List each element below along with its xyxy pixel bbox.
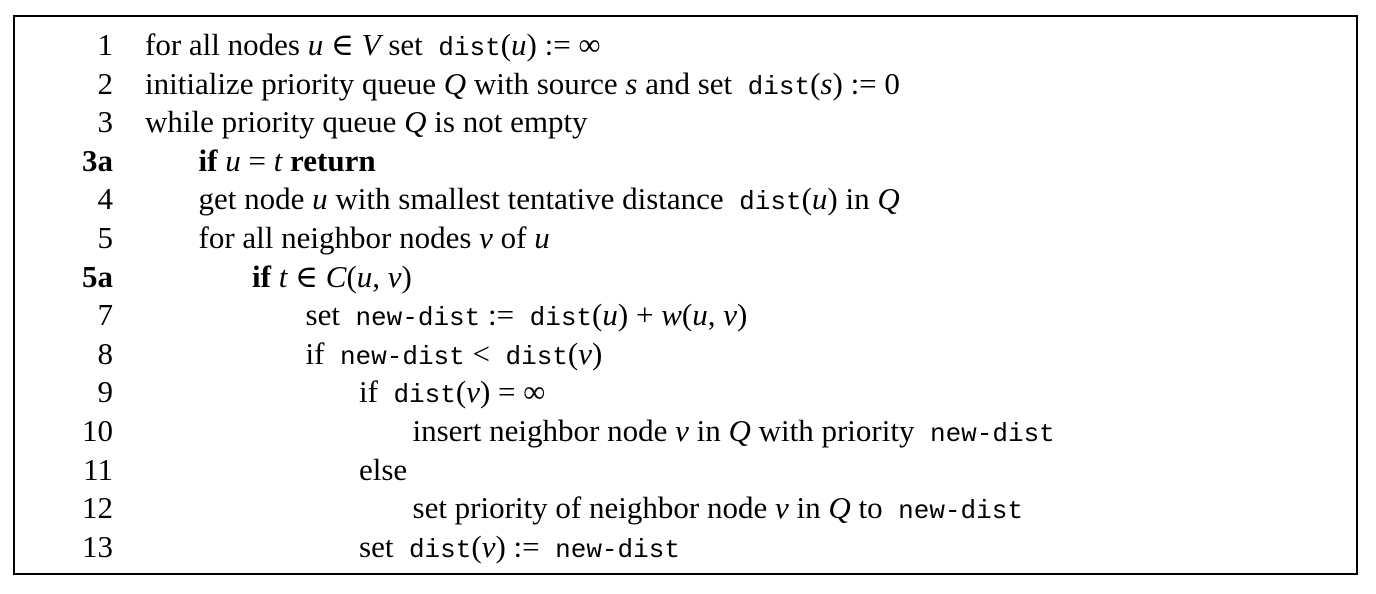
code-text: ) :=: [495, 528, 556, 564]
code-text: t: [278, 258, 288, 294]
line-code: [306, 296, 748, 337]
code-text: Q: [404, 104, 427, 140]
algorithm-line: [15, 65, 1355, 103]
line-code: [306, 335, 603, 376]
code-text: Q: [828, 490, 851, 526]
code-text: u: [511, 27, 527, 62]
code-text: v: [675, 413, 689, 448]
code-text: with source: [466, 65, 626, 101]
code-identifier: new-dist: [929, 419, 1055, 449]
code-text: if: [252, 258, 279, 294]
code-text: insert neighbor node: [412, 413, 676, 448]
code-text: ): [736, 297, 748, 333]
code-text: ) := ∞: [526, 27, 601, 62]
code-text: u: [811, 181, 828, 217]
algorithm-line: [15, 528, 1355, 566]
code-text: with smallest tentative distance: [327, 181, 740, 217]
code-text: u: [692, 297, 708, 333]
code-text: (: [500, 27, 512, 62]
line-code: [413, 489, 1023, 530]
code-text: u: [356, 258, 373, 294]
code-text: ,: [372, 258, 388, 294]
algorithm-line: [15, 103, 1355, 141]
line-code: [359, 451, 407, 489]
code-text: v: [479, 220, 493, 255]
code-identifier: dist: [408, 534, 472, 565]
line-code: [145, 65, 900, 106]
code-text: v: [723, 297, 737, 333]
code-text: v: [774, 490, 789, 526]
algorithm-line: [15, 335, 1355, 373]
code-text: V: [361, 27, 381, 62]
code-identifier: new-dist: [355, 303, 481, 334]
code-text: ): [401, 258, 412, 294]
code-identifier: new-dist: [339, 341, 465, 372]
code-text: (: [810, 65, 821, 101]
code-text: w: [661, 297, 682, 333]
code-text: and set: [637, 65, 748, 101]
code-text: ) = ∞: [479, 374, 546, 410]
code-text: u: [312, 181, 328, 217]
line-number: 11: [83, 451, 113, 487]
algorithm-line: [15, 26, 1355, 64]
line-number: 3a: [82, 142, 113, 178]
code-text: of: [492, 220, 535, 255]
code-identifier: dist: [747, 71, 811, 102]
code-text: (: [471, 528, 482, 564]
code-text: (: [681, 297, 693, 333]
code-text: s: [820, 65, 833, 101]
code-text: get node: [198, 181, 313, 217]
code-text: (: [455, 374, 467, 410]
code-text: (: [567, 335, 579, 371]
line-code: [199, 219, 550, 257]
code-text: C: [325, 258, 347, 294]
code-identifier: dist: [529, 303, 593, 334]
line-number: 10: [82, 413, 113, 448]
code-identifier: new-dist: [898, 496, 1023, 527]
line-number: 7: [97, 297, 113, 333]
algorithm-line: [15, 219, 1355, 257]
code-text: if: [359, 374, 394, 410]
line-number: 2: [97, 65, 113, 101]
line-code: [413, 412, 1055, 453]
code-identifier: dist: [393, 380, 456, 411]
code-text: while priority queue: [145, 104, 405, 140]
code-identifier: new-dist: [555, 534, 680, 565]
code-text: u: [534, 220, 550, 255]
code-text: in: [688, 413, 729, 448]
line-code: [199, 180, 900, 221]
code-text: if: [305, 335, 340, 371]
algorithm-line: [15, 142, 1355, 180]
line-code: [199, 142, 376, 180]
algorithm-box: [13, 15, 1358, 575]
code-text: (: [346, 258, 357, 294]
code-text: Q: [728, 413, 751, 448]
line-number: 8: [97, 335, 113, 371]
code-text: v: [578, 335, 593, 371]
code-text: ∈: [287, 258, 326, 294]
code-text: ∈: [323, 27, 362, 62]
code-text: ): [592, 335, 603, 371]
code-text: :=: [480, 297, 530, 333]
code-text: to: [850, 490, 899, 526]
code-text: =: [240, 142, 274, 178]
line-number: 4: [97, 181, 113, 217]
code-text: t: [273, 142, 283, 178]
line-code: [359, 373, 545, 414]
code-text: return: [282, 142, 376, 178]
code-text: for all nodes: [145, 27, 308, 62]
code-text: set: [305, 297, 356, 333]
code-text: v: [387, 258, 402, 294]
code-text: Q: [443, 65, 467, 101]
code-text: v: [481, 528, 496, 564]
code-text: for all neighbor nodes: [198, 220, 480, 255]
algorithm-line: [15, 451, 1355, 489]
code-text: with priority: [750, 413, 930, 448]
algorithm-line: [15, 180, 1355, 218]
code-text: (: [801, 181, 812, 217]
code-text: ) := 0: [832, 65, 900, 101]
code-text: else: [359, 451, 408, 487]
code-text: ) +: [617, 297, 662, 333]
line-number: 3: [97, 104, 113, 140]
code-text: (: [592, 297, 603, 333]
line-number: 5: [97, 220, 113, 255]
code-text: is not empty: [426, 104, 588, 140]
line-number: 13: [82, 528, 113, 564]
code-text: set priority of neighbor node: [412, 490, 775, 526]
algorithm-line: [15, 373, 1355, 411]
line-code: [252, 258, 412, 296]
code-text: ,: [707, 297, 724, 333]
code-text: set: [380, 27, 439, 62]
line-number: 5a: [82, 258, 113, 294]
code-text: if: [198, 142, 226, 178]
code-text: set: [359, 528, 409, 564]
code-text: ) in: [827, 181, 878, 217]
code-identifier: dist: [505, 341, 568, 372]
code-text: s: [625, 65, 638, 101]
line-number: 1: [97, 27, 113, 62]
line-code: [359, 528, 680, 569]
algorithm-line: [15, 412, 1355, 450]
code-text: u: [602, 297, 618, 333]
code-text: u: [225, 142, 241, 178]
code-text: in: [788, 490, 829, 526]
line-number: 9: [97, 374, 113, 410]
code-text: <: [464, 335, 506, 371]
code-identifier: dist: [438, 33, 501, 63]
line-number: 12: [82, 490, 113, 526]
algorithm-line: [15, 489, 1355, 527]
algorithm-line: [15, 258, 1355, 296]
code-identifier: dist: [739, 187, 802, 218]
line-code: [145, 103, 588, 141]
code-text: initialize priority queue: [145, 65, 444, 101]
code-text: v: [466, 374, 480, 410]
algorithm-line: [15, 296, 1355, 334]
code-text: u: [307, 27, 324, 62]
line-code: [145, 26, 601, 67]
code-text: Q: [877, 181, 900, 217]
